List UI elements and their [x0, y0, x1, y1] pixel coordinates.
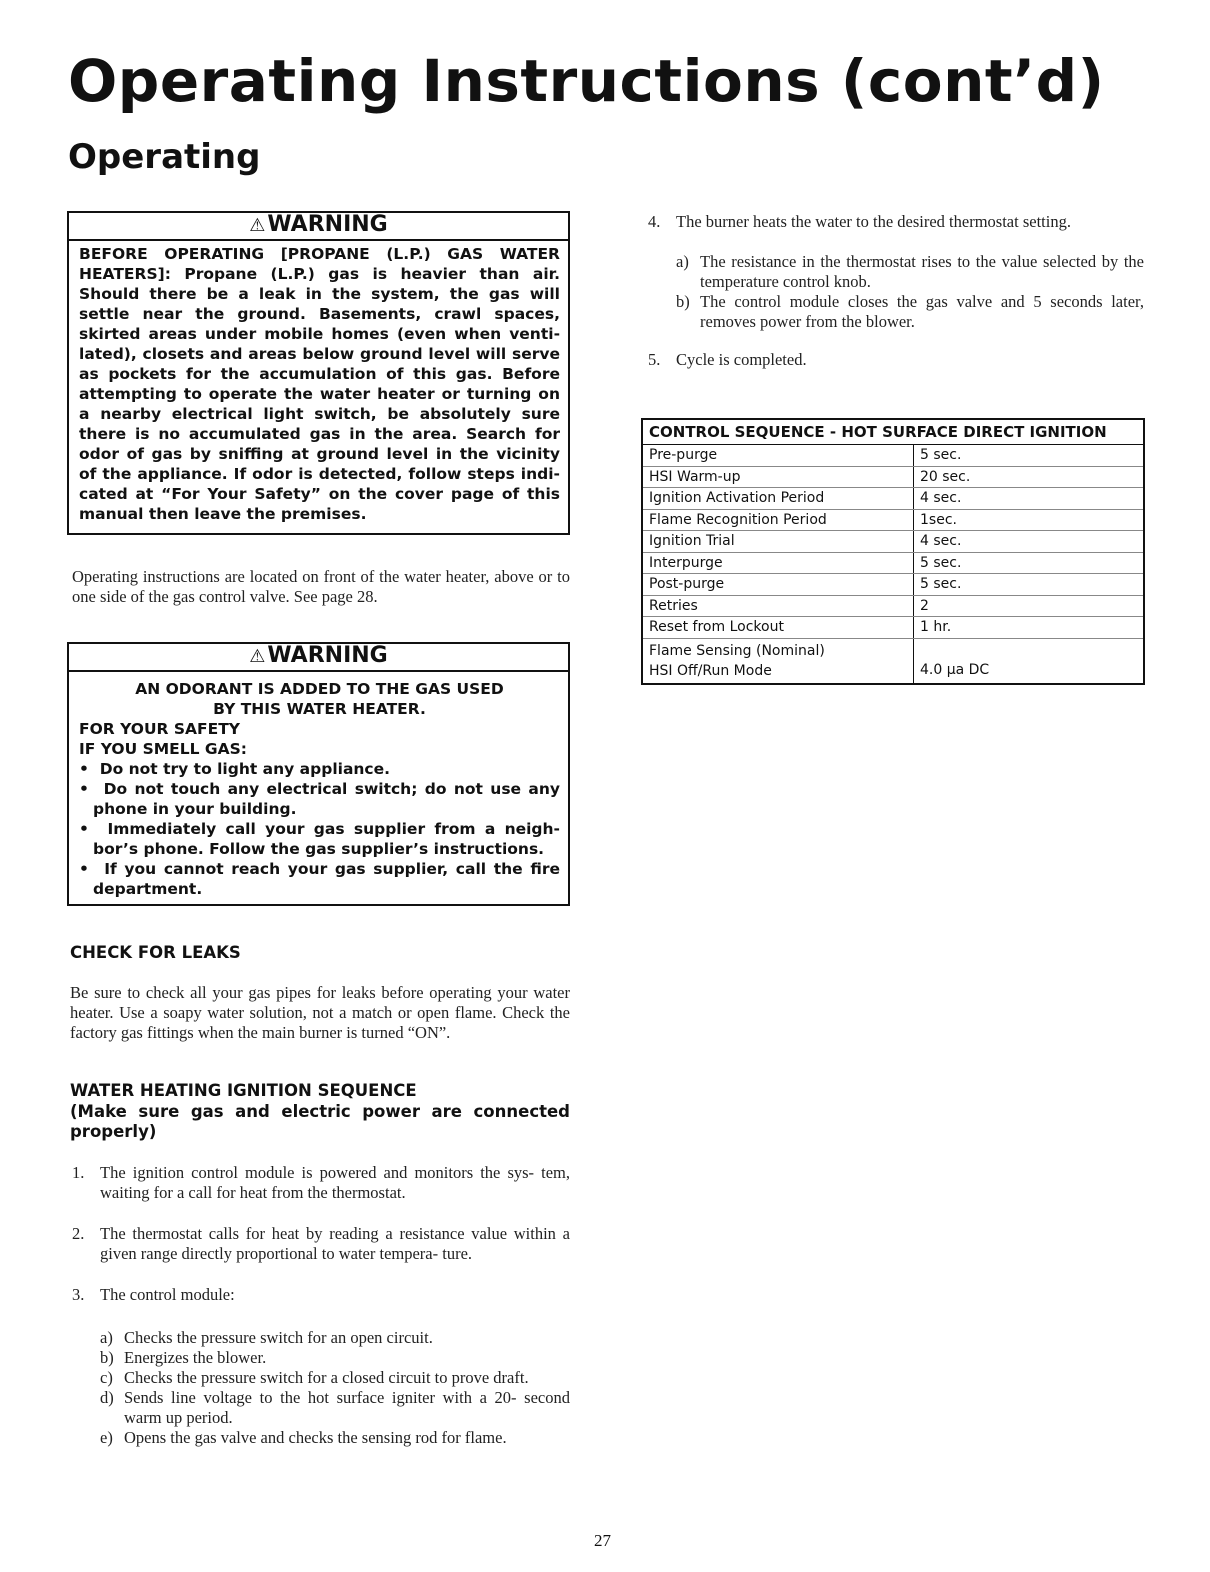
- ignition-step: 3. The control module:: [72, 1285, 235, 1304]
- ignition-substep: d) Sends line voltage to the hot surface igniter with a 20- second warm up period.: [100, 1388, 570, 1427]
- table-row: Interpurge 5 sec.: [642, 552, 1144, 574]
- ignition-substep: b) Energizes the blower.: [100, 1348, 267, 1367]
- page-title: Operating Instructions (cont’d): [68, 47, 1105, 115]
- table-row: Ignition Trial 4 sec.: [642, 531, 1144, 553]
- check-leaks-heading: CHECK FOR LEAKS: [70, 943, 241, 962]
- warning-header: [69, 644, 568, 672]
- check-leaks-paragraph: Be sure to check all your gas pipes for leaks before operating your water heater. Use a soapy water solution, not a match or open flame. Check the factory gas fittings when the main burner is turned “ON”.: [70, 983, 570, 1042]
- ignition-substep: c) Checks the pressure switch for a closed circuit to prove draft.: [100, 1368, 529, 1387]
- table-row: Flame Recognition Period 1sec.: [642, 509, 1144, 531]
- odorant-line: BY THIS WATER HEATER.: [213, 700, 426, 718]
- gas-odor-warning-box: [67, 642, 570, 906]
- ignition-substep: e) Opens the gas valve and checks the sensing rod for flame.: [100, 1428, 507, 1447]
- ignition-substeps: [648, 252, 1144, 332]
- ignition-step: 4. The burner heats the water to the desired thermostat setting.: [648, 212, 1071, 231]
- ignition-sequence-subheading: (Make sure gas and electric power are connected properly): [70, 1102, 570, 1141]
- table-row: HSI Warm-up 20 sec.: [642, 466, 1144, 488]
- safety-bullet: • Do not try to light any appliance.: [79, 760, 391, 778]
- table-title: CONTROL SEQUENCE - HOT SURFACE DIRECT IGNITION: [642, 419, 1144, 445]
- safety-bullet: • Immediately call your gas supplier from a neigh- bor’s phone. Follow the gas supplier’s instructions.: [79, 820, 560, 858]
- control-sequence-table: [641, 418, 1145, 685]
- safety-bullet: • Do not touch any electrical switch; do not use any phone in your building.: [79, 780, 560, 818]
- ignition-substep: a) Checks the pressure switch for an open circuit.: [100, 1328, 433, 1347]
- ignition-sequence-heading: WATER HEATING IGNITION SEQUENCE: [70, 1081, 417, 1100]
- table-row: Reset from Lockout 1 hr.: [642, 617, 1144, 639]
- ignition-step: 1. The ignition control module is powered and monitors the sys- tem, waiting for a call for heat from the thermostat.: [72, 1163, 570, 1202]
- ignition-substep: b) The control module closes the gas valve and 5 seconds later, removes power from the blower.: [676, 292, 1144, 331]
- table-row: Pre-purge 5 sec.: [642, 445, 1144, 467]
- table-row: Flame Sensing (Nominal) HSI Off/Run Mode 4.0 µa DC: [642, 638, 1144, 684]
- gas-odor-warning-body: [69, 672, 568, 905]
- warning-header: [69, 213, 568, 241]
- odorant-line: AN ODORANT IS ADDED TO THE GAS USED: [135, 680, 504, 698]
- ignition-substeps: [72, 1328, 570, 1448]
- operating-instructions-paragraph: Operating instructions are located on front of the water heater, above or to one side of the gas control valve. See page 28.: [72, 567, 570, 606]
- warning-label: WARNING: [267, 643, 388, 668]
- safety-bullet: • If you cannot reach your gas supplier, call the fire department.: [79, 860, 560, 898]
- ignition-substep: a) The resistance in the thermostat rises to the value selected by the temperature control knob.: [676, 252, 1144, 291]
- safety-heading: FOR YOUR SAFETY: [79, 720, 240, 738]
- ignition-steps-list: [72, 1163, 570, 1448]
- warning-label: WARNING: [267, 212, 388, 237]
- propane-warning-text: BEFORE OPERATING [PROPANE (L.P.) GAS WATER HEATERS]: Propane (L.P.) gas is heavier than air. Should there be a leak in the system, the gas will settle near the ground. Basements, crawl spaces, skirted areas under mobile homes (even when venti- lated), closets and areas below ground level will serve as pockets for the accumulation of this gas. Before attempting to operate the water heater or turning on a nearby electrical light switch, be absolutely sure there is no accumulated gas in the area. Search for odor of gas by sniffing at ground level in the vicinity of the appliance. If odor is detected, follow steps indi- cated at “For Your Safety” on the cover page of this manual then leave the premises.: [79, 245, 560, 523]
- section-title: Operating: [68, 137, 261, 177]
- propane-warning-box: [67, 211, 570, 535]
- ignition-step: 5. Cycle is completed.: [648, 350, 807, 369]
- ignition-steps-continued: [648, 212, 1144, 370]
- table-row: Ignition Activation Period 4 sec.: [642, 488, 1144, 510]
- smell-gas-heading: IF YOU SMELL GAS:: [79, 740, 247, 758]
- warning-triangle-icon: ⚠: [249, 646, 266, 667]
- table-row: Post-purge 5 sec.: [642, 574, 1144, 596]
- page-number: 27: [594, 1531, 611, 1550]
- table-row: Retries 2: [642, 595, 1144, 617]
- ignition-step: 2. The thermostat calls for heat by reading a resistance value within a given range directly proportional to water tempera- ture.: [72, 1224, 570, 1263]
- warning-triangle-icon: ⚠: [249, 215, 266, 236]
